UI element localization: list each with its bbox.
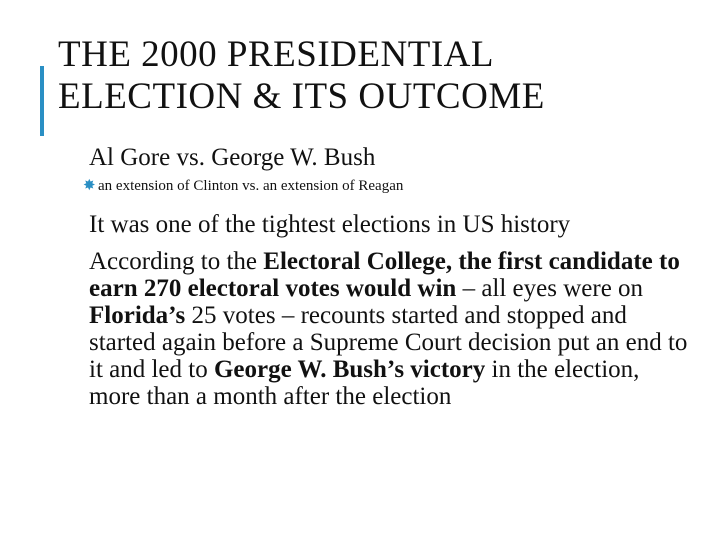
slide-content [83,144,689,410]
slide-title-line-2: ELECTION & ITS OUTCOME [58,76,545,117]
point3-text-3: 25 votes – recounts started and stopped and started again before a Supreme Court decision put an end to it and led to [89,302,688,383]
bullet-point-1: Al Gore vs. George W. Bush [89,144,376,171]
point3-text-2: – all eyes were on [456,275,644,302]
slide-title-line-1: THE 2000 PRESIDENTIAL [58,34,494,75]
point3-bold-florida: Florida’s [89,302,186,329]
title-accent-bar [40,66,44,136]
sub-bullet-point-1 [83,177,689,195]
bullet-point-2: It was one of the tightest elections in US history [89,211,571,238]
star-burst-icon: ✸ [83,178,96,194]
point3-bold-electoral-college: Electoral College, the first candidate to earn 270 electoral votes would win [89,248,680,302]
bullet-point-3 [89,248,689,410]
point3-bold-bush-victory: George W. Bush’s victory [213,356,486,383]
slide-title [58,34,708,118]
sub-bullet-text: an extension of Clinton vs. an extension of Reagan [98,178,404,194]
point3-text-1: According to the [89,248,264,275]
point3-text-4: in the election, more than a month after the election [89,356,640,410]
